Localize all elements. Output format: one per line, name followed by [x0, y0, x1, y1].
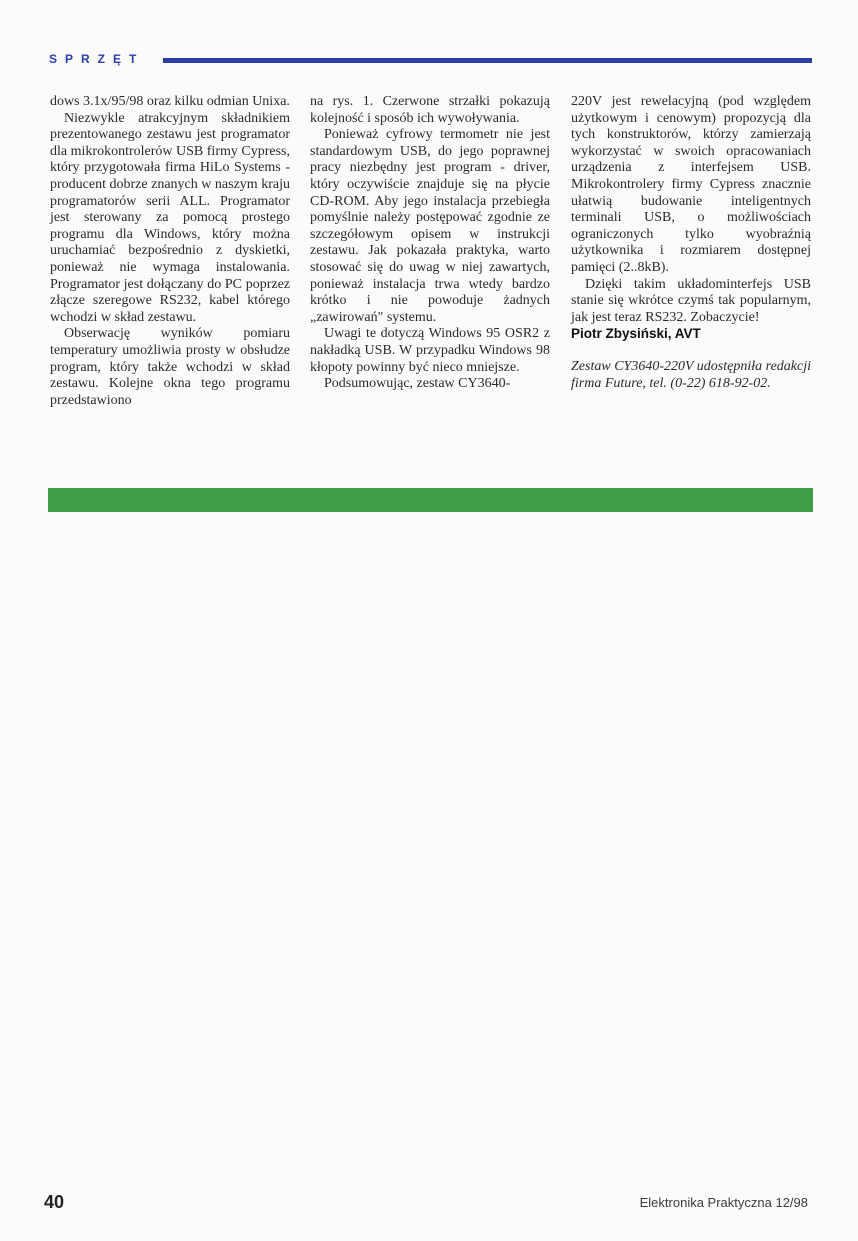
page-number: 40 — [44, 1192, 65, 1212]
publication-footer: Elektronika Praktyczna 12/98 — [639, 1195, 808, 1210]
decorative-band — [48, 488, 813, 512]
article-column-1 — [50, 94, 290, 409]
paragraph: Podsumowując, zestaw CY3640- — [324, 376, 511, 392]
section-label: SPRZĘT — [49, 52, 145, 66]
paragraph: Obserwację wyników pomiaru temperatury umożliwia prosty w obsłudze program, który także wchodzi w skład zestawu. Kolejne okna tego programu przedstawiono — [50, 326, 290, 408]
article-column-3 — [571, 94, 811, 392]
paragraph: Ponieważ cyfrowy termometr nie jest standardowym USB, do jego poprawnej pracy niezbędny jest program - driver, który oczywiście znajduje się na płycie CD-ROM. Aby jego instalacja przebiegła pomyślnie należy postępować zgodnie ze szczegółowym opisem w instrukcji zestawu. Jak pokazała praktyka, warto stosować się do uwag w niej zawartych, ponieważ instalacja trwa wtedy bardzo krótko i nie powoduje żadnych „zawirowań" systemu. — [310, 127, 550, 325]
paragraph: na rys. 1. Czerwone strzałki pokazują kolejność i sposób ich wywoływania. — [310, 94, 550, 126]
paragraph: Uwagi te dotyczą Windows 95 OSR2 z nakładką USB. W przypadku Windows 98 kłopoty powinny być nieco mniejsze. — [310, 326, 550, 375]
paragraph: 220V jest rewelacyjną (pod względem użytkowym i cenowym) propozycją dla tych konstruktorów, którzy zamierzają wykorzystać w swoich opracowaniach urządzenia z interfejsem USB. Mikrokontrolery firmy Cypress znacznie ułatwią budowanie inteligentnych terminali USB, o możliwościach ograniczonych tylko wyobraźnią użytkownika i rozmiarem dostępnej pamięci (2..8kB). — [571, 94, 811, 275]
section-divider — [163, 58, 812, 63]
author-byline: Piotr Zbysiński, AVT — [571, 326, 701, 342]
article-column-2 — [310, 94, 550, 393]
paragraph: Niezwykle atrakcyjnym składnikiem prezentowanego zestawu jest programator dla mikrokontrolerów USB firmy Cypress, który przygotowała firma HiLo Systems - producent dobrze znanych w naszym kraju programatorów serii ALL. Programator jest sterowany za pomocą prostego programu dla Windows, który można uruchamiać bezpośrednio z dyskietki, ponieważ nie wymaga instalowania. Programator jest dołączany do PC poprzez złącze szeregowe RS232, kabel którego wchodzi w skład zestawu. — [50, 110, 290, 325]
paragraph: dows 3.1x/95/98 oraz kilku odmian Unixa. — [50, 94, 290, 109]
paragraph: Dzięki takim układominterfejs USB stanie się wkrótce czymś tak popularnym, jak jest teraz RS232. Zobaczycie! — [571, 276, 811, 325]
source-note: Zestaw CY3640-220V udostępniła redakcji firma Future, tel. (0-22) 618-92-02. — [571, 358, 811, 391]
